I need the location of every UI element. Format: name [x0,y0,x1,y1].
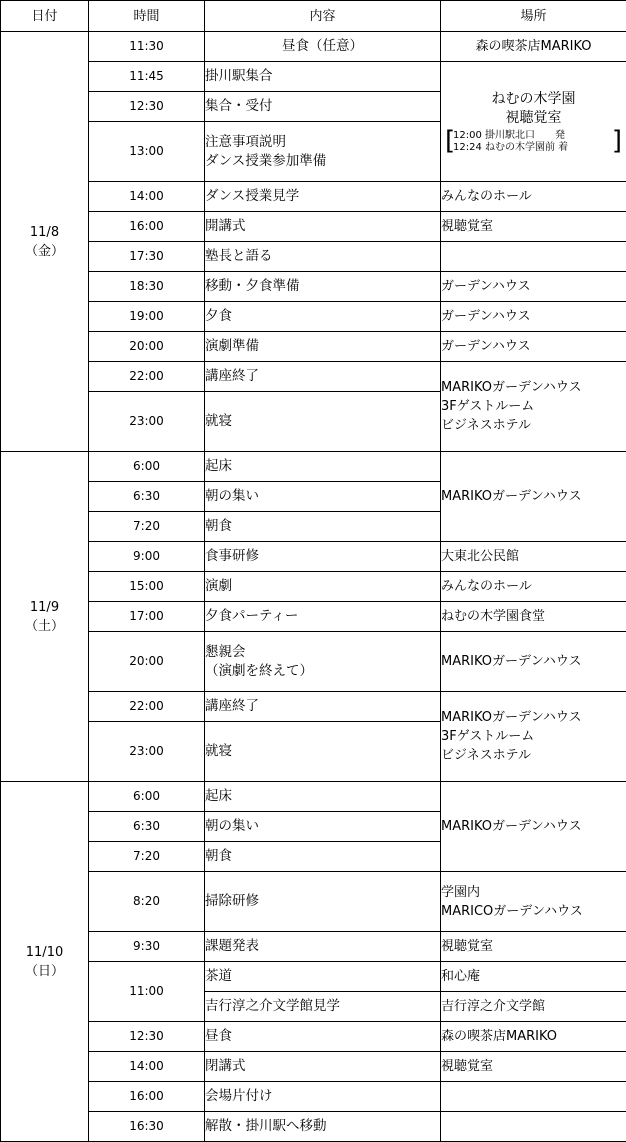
date-cell-day3 [1,782,89,1142]
table-row [1,602,626,632]
location-cell-empty [441,1112,626,1142]
location-line: 3Fゲストルーム [441,729,535,744]
time-cell: 11:00 [89,962,205,1022]
weekday-label: （日） [24,963,64,979]
date-label: 11/10 [25,944,64,960]
location-cell [441,872,626,932]
date-cell-day1 [1,32,89,452]
table-row [1,692,626,722]
location-cell: 和心庵 [441,962,626,992]
activity-cell: 朝食 [205,512,441,542]
time-cell: 23:00 [89,722,205,782]
activity-line: 注意事項説明 [205,133,286,150]
weekday-label: （土） [24,618,64,634]
time-cell: 9:30 [89,932,205,962]
table-row [1,212,626,242]
time-cell: 16:00 [89,1082,205,1112]
location-line: 3Fゲストルーム [441,399,535,414]
location-line: MARICOガーデンハウス [441,903,583,919]
date-label: 11/8 [29,224,60,240]
activity-cell: 解散・掛川駅へ移動 [205,1112,441,1142]
activity-cell: 茶道 [205,962,441,992]
location-cell: みんなのホール [441,182,626,212]
table-row [1,272,626,302]
activity-cell: 講座終了 [205,692,441,722]
activity-cell: 朝の集い [205,482,441,512]
table-row [1,932,626,962]
activity-cell [205,632,441,692]
time-cell: 7:20 [89,512,205,542]
time-cell: 17:30 [89,242,205,272]
activity-cell: 会場片付け [205,1082,441,1112]
table-row [1,632,626,692]
activity-line: （演劇を終えて） [205,662,313,679]
weekday-label: （金） [24,243,64,259]
location-cell: ガーデンハウス [441,302,626,332]
table-row [1,362,626,392]
table-row [1,62,626,92]
location-cell: MARIKOガーデンハウス [441,632,626,692]
table-row [1,542,626,572]
time-cell: 6:00 [89,452,205,482]
time-cell: 18:30 [89,272,205,302]
time-cell: 8:20 [89,872,205,932]
activity-cell: 就寝 [205,392,441,452]
table-row [1,782,626,812]
time-cell: 22:00 [89,362,205,392]
activity-cell: 夕食 [205,302,441,332]
activity-cell: 朝食 [205,842,441,872]
location-cell: 森の喫茶店MARIKO [441,32,626,62]
table-row [1,242,626,272]
time-cell: 14:00 [89,1052,205,1082]
time-cell: 14:00 [89,182,205,212]
activity-cell: 掛川駅集合 [205,62,441,92]
location-cell: MARIKOガーデンハウス [441,782,626,872]
time-cell: 6:30 [89,482,205,512]
activity-cell: ダンス授業見学 [205,182,441,212]
table-row [1,452,626,482]
time-cell: 6:00 [89,782,205,812]
time-cell: 11:30 [89,32,205,62]
location-cell: ねむの木学園食堂 [441,602,626,632]
bracket-left: [ [445,125,456,156]
time-cell: 22:00 [89,692,205,722]
header-row [1,1,626,32]
table-row [1,1022,626,1052]
activity-cell: 昼食（任意） [205,32,441,62]
table-row [1,572,626,602]
location-cell-lodging [441,692,626,782]
location-line: 学園内 [441,884,481,900]
activity-cell: 集合・受付 [205,92,441,122]
location-cell: 視聴覚室 [441,1052,626,1082]
location-cell: みんなのホール [441,572,626,602]
location-line: ビジネスホテル [441,418,531,433]
activity-cell: 課題発表 [205,932,441,962]
location-cell: 大東北公民館 [441,542,626,572]
location-cell-empty [441,242,626,272]
activity-cell: 開講式 [205,212,441,242]
location-line: ビジネスホテル [441,748,531,763]
time-cell: 11:45 [89,62,205,92]
time-cell: 17:00 [89,602,205,632]
time-cell: 20:00 [89,332,205,362]
bus-timetable [441,125,626,156]
time-cell: 16:00 [89,212,205,242]
date-cell-day2 [1,452,89,782]
activity-cell: 演劇 [205,572,441,602]
activity-cell: 移動・夕食準備 [205,272,441,302]
location-line: MARIKOガーデンハウス [441,380,582,395]
header-date: 日付 [1,1,89,32]
time-cell: 19:00 [89,302,205,332]
time-cell: 12:30 [89,1022,205,1052]
activity-cell: 就寝 [205,722,441,782]
bus-departure: 12:00 掛川駅北口 発 [453,129,565,141]
activity-cell: 閉講式 [205,1052,441,1082]
time-cell: 23:00 [89,392,205,452]
location-cell: 森の喫茶店MARIKO [441,1022,626,1052]
location-cell: MARIKOガーデンハウス [441,452,626,542]
activity-cell: 演劇準備 [205,332,441,362]
header-time: 時間 [89,1,205,32]
bracket-right: ] [611,125,622,156]
table-row [1,1052,626,1082]
location-cell-gakuen [441,62,626,182]
location-cell: ガーデンハウス [441,272,626,302]
location-cell: ガーデンハウス [441,332,626,362]
table-row [1,962,626,992]
activity-cell: 吉行淳之介文学館見学 [205,992,441,1022]
activity-cell: 起床 [205,782,441,812]
time-cell: 9:00 [89,542,205,572]
table-row [1,872,626,932]
location-cell: 視聴覚室 [441,932,626,962]
activity-cell: 起床 [205,452,441,482]
location-cell: 視聴覚室 [441,212,626,242]
time-cell: 13:00 [89,122,205,182]
location-line: 視聴覚室 [505,109,562,126]
date-label: 11/9 [29,599,60,615]
activity-cell [205,122,441,182]
time-cell: 15:00 [89,572,205,602]
activity-cell: 講座終了 [205,362,441,392]
time-cell: 20:00 [89,632,205,692]
location-cell-empty [441,1082,626,1112]
location-line: MARIKOガーデンハウス [441,710,582,725]
location-cell: 吉行淳之介文学館 [441,992,626,1022]
table-row [1,1082,626,1112]
table-row [1,32,626,62]
activity-cell: 夕食パーティー [205,602,441,632]
activity-line: ダンス授業参加準備 [205,152,327,169]
table-row [1,332,626,362]
header-place: 場所 [441,1,626,32]
activity-cell: 塾長と語る [205,242,441,272]
time-cell: 7:20 [89,842,205,872]
time-cell: 12:30 [89,92,205,122]
location-cell-lodging [441,362,626,452]
table-row [1,1112,626,1142]
activity-cell: 食事研修 [205,542,441,572]
activity-cell: 朝の集い [205,812,441,842]
bus-arrival: 12:24 ねむの木学園前 着 [453,141,569,153]
location-line: ねむの木学園 [491,90,576,107]
time-cell: 16:30 [89,1112,205,1142]
header-content: 内容 [205,1,441,32]
table-row [1,182,626,212]
activity-cell: 掃除研修 [205,872,441,932]
time-cell: 6:30 [89,812,205,842]
table-row [1,302,626,332]
activity-line: 懇親会 [205,643,246,660]
activity-cell: 昼食 [205,1022,441,1052]
